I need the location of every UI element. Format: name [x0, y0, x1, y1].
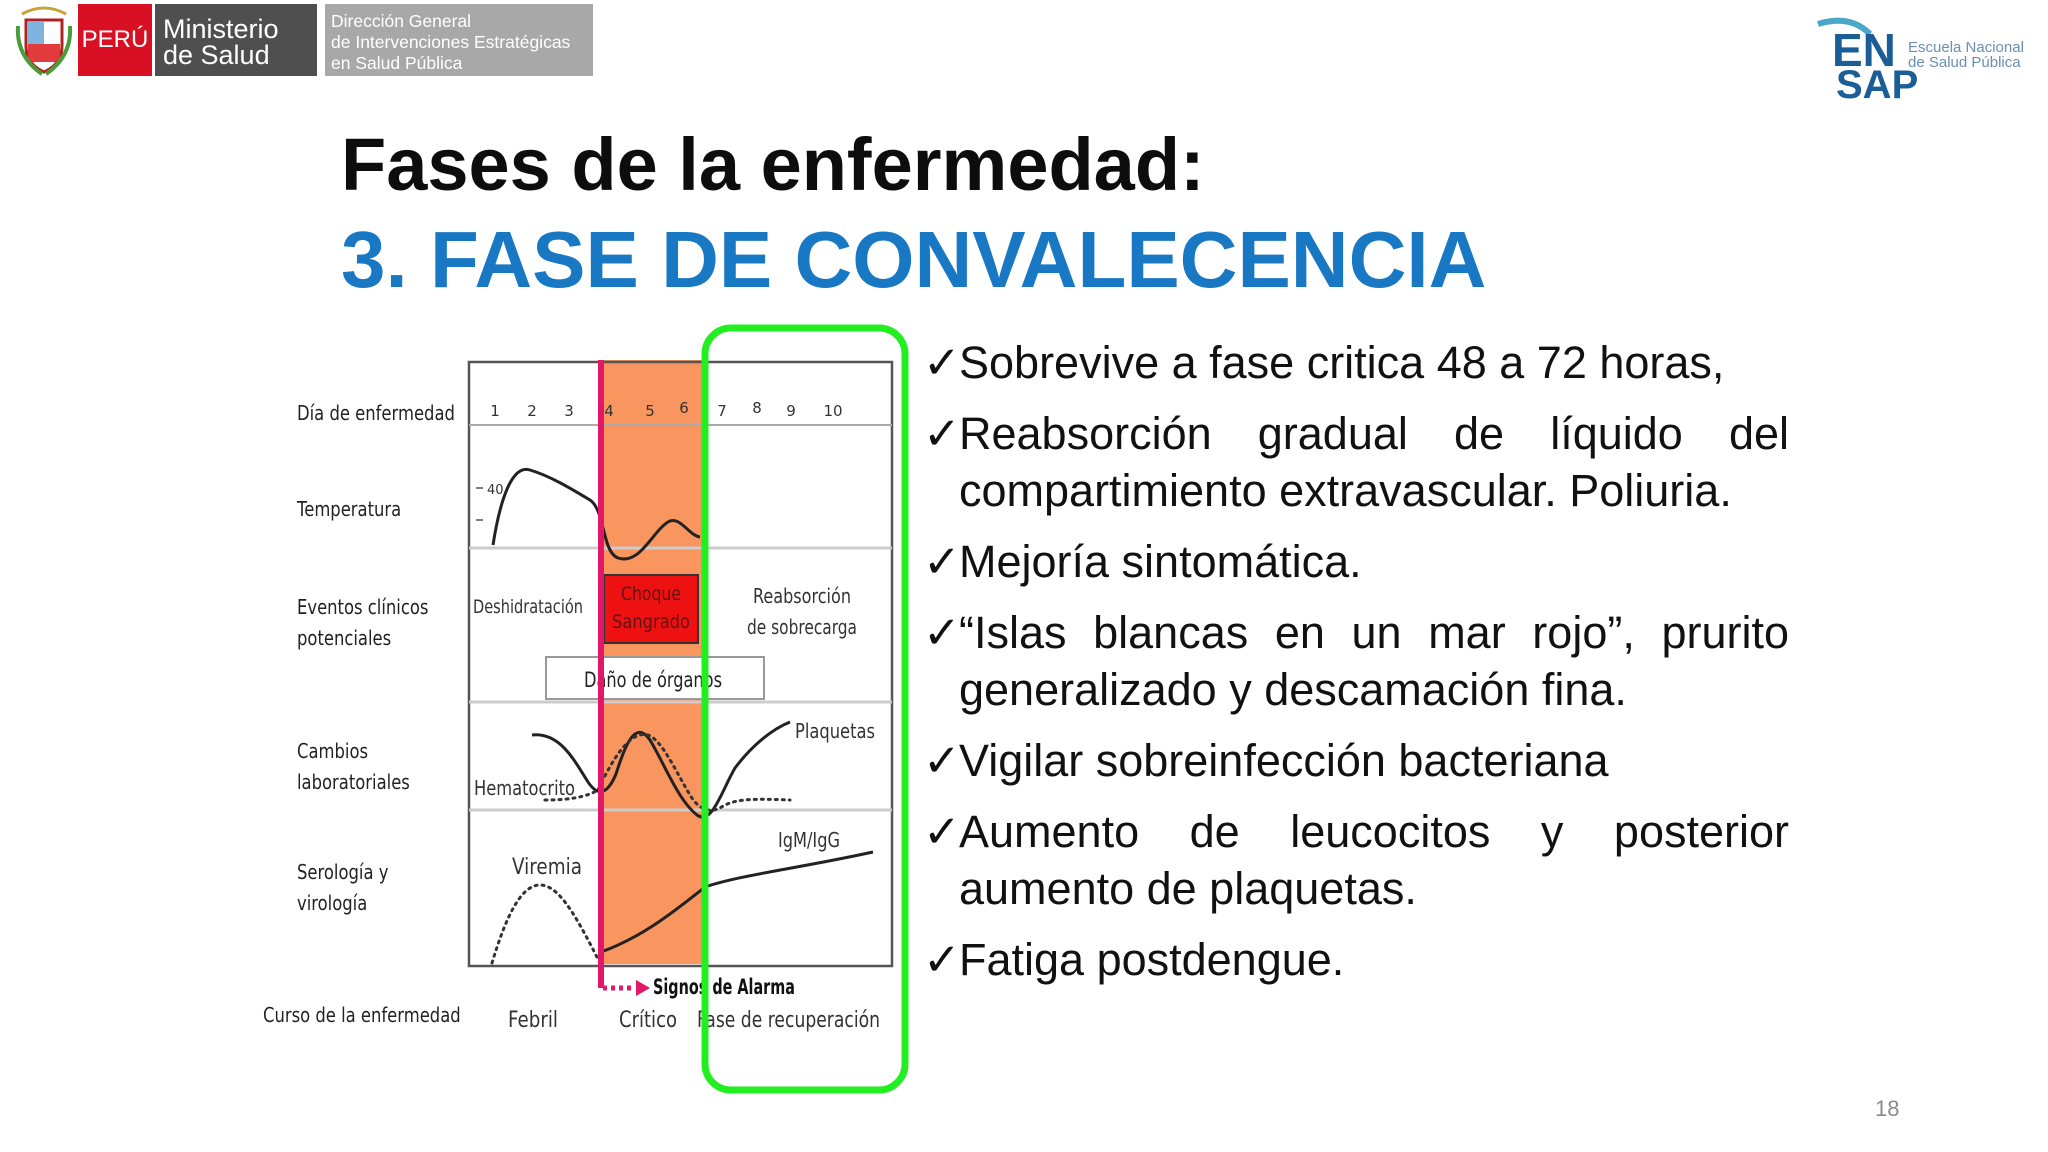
bullet-item [923, 405, 1789, 519]
bullet-text: Aumento de leucocitos y posterior aumento de plaquetas. [959, 806, 1789, 914]
svg-text:SAP: SAP [1836, 63, 1919, 107]
day-2: 2 [527, 402, 537, 420]
deshidratacion-label: Deshidratación [473, 596, 583, 618]
sangrado-label: Sangrado [612, 611, 690, 633]
ensap-line2: de Salud Pública [1908, 54, 2021, 71]
ensap-line1: Escuela Nacional [1908, 39, 2024, 56]
bullet-text: Reabsorción gradual de líquido del compartimiento extravascular. Poliuria. [959, 408, 1789, 516]
row-label-cambios-2: laboratoriales [297, 770, 410, 794]
alarm-arrow-head-icon [636, 980, 650, 996]
plaquetas-label: Plaquetas [795, 719, 875, 743]
direction-line3: en Salud Pública [331, 53, 463, 73]
slide-subtitle: 3. FASE DE CONVALECENCIA [341, 215, 1487, 304]
svg-text:EN: EN [1832, 24, 1896, 76]
day-5: 5 [645, 402, 655, 420]
bullet-text: “Islas blancas en un mar rojo”, prurito generalizado y descamación fina. [959, 607, 1789, 715]
peru-label: PERÚ [78, 4, 152, 76]
reabsorcion-label-2: de sobrecarga [747, 615, 857, 639]
direction-line1: Dirección General [331, 11, 472, 31]
bullet-item [923, 334, 1789, 391]
row-label-dia: Día de enfermedad [297, 401, 455, 425]
row-label-curso: Curso de la enfermedad [263, 1003, 461, 1027]
day-4: 4 [604, 402, 614, 420]
bullet-item [923, 533, 1789, 590]
check-icon: ✓ [923, 806, 961, 857]
bullet-list [923, 334, 1789, 1002]
igm-igg-label: IgM/IgG [778, 828, 840, 852]
bullet-text: Sobrevive a fase critica 48 a 72 horas, [959, 337, 1725, 388]
bullet-item [923, 931, 1789, 988]
bullet-text: Vigilar sobreinfección bacteriana [959, 735, 1609, 786]
row-label-serologia-2: virología [297, 891, 368, 915]
viremia-curve [492, 885, 600, 963]
bullet-text: Fatiga postdengue. [959, 934, 1345, 985]
row-label-eventos-2: potenciales [297, 626, 392, 650]
day-9: 9 [786, 402, 796, 420]
febril-label: Febril [508, 1008, 558, 1033]
bullet-text: Mejoría sintomática. [959, 536, 1362, 587]
temp-40-mark: 40 [487, 483, 504, 498]
check-icon: ✓ [923, 607, 961, 658]
reabsorcion-label-1: Reabsorción [753, 584, 851, 608]
choque-label: Choque [621, 583, 681, 605]
check-icon: ✓ [923, 934, 961, 985]
check-icon: ✓ [923, 337, 961, 388]
recuperacion-label: Fase de recuperación [697, 1008, 880, 1033]
day-6: 6 [679, 399, 689, 417]
day-3: 3 [564, 402, 574, 420]
direction-line2: de Intervenciones Estratégicas [331, 32, 571, 52]
day-8: 8 [752, 399, 762, 417]
day-1: 1 [490, 402, 500, 420]
critico-label: Crítico [619, 1008, 677, 1033]
check-icon: ✓ [923, 408, 961, 459]
check-icon: ✓ [923, 735, 961, 786]
viremia-label: Viremia [512, 855, 582, 880]
check-icon: ✓ [923, 536, 961, 587]
hematocrito-label: Hematocrito [474, 776, 575, 800]
ministry-line1: Ministerio [163, 14, 279, 44]
bullet-item [923, 803, 1789, 917]
row-label-serologia-1: Serología y [297, 860, 389, 884]
bullet-item [923, 732, 1789, 789]
page-number: 18 [1875, 1096, 1900, 1121]
organ-damage-label: Daño de órganos [584, 668, 722, 692]
row-label-cambios-1: Cambios [297, 739, 369, 763]
day-7: 7 [717, 402, 727, 420]
signos-alarma-label: Signos de Alarma [653, 975, 795, 999]
day-10: 10 [823, 402, 843, 420]
bullet-item [923, 604, 1789, 718]
ministry-line2: de Salud [163, 40, 270, 70]
row-label-eventos-1: Eventos clínicos [297, 595, 429, 619]
slide-title: Fases de la enfermedad: [341, 123, 1205, 206]
row-label-temperatura: Temperatura [297, 497, 402, 521]
